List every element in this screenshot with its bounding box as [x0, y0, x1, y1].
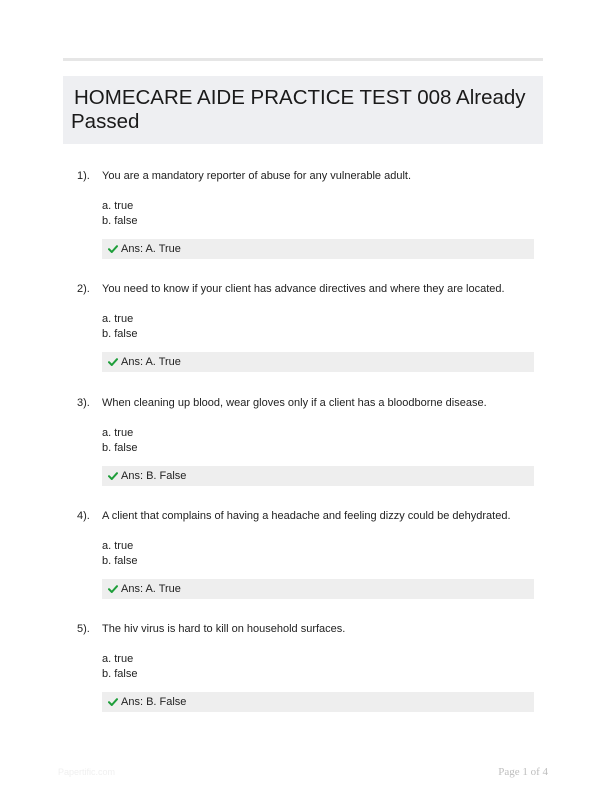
- question-number: 3).: [77, 397, 90, 409]
- top-divider: [63, 58, 543, 61]
- question-number: 2).: [77, 283, 90, 295]
- question-number: 1).: [77, 170, 90, 182]
- answer-bar: [102, 692, 534, 712]
- question-4: [0, 509, 606, 609]
- page-title-line1: HOMECARE AIDE PRACTICE TEST 008 Already: [74, 86, 526, 109]
- option-b: b. false: [102, 668, 138, 680]
- answer-text: Ans: A. True: [121, 583, 181, 595]
- check-icon: [108, 584, 118, 594]
- option-b: b. false: [102, 555, 138, 567]
- answer-bar: [102, 239, 534, 259]
- option-b: b. false: [102, 442, 138, 454]
- question-text: You are a mandatory reporter of abuse for any vulnerable adult.: [102, 170, 412, 182]
- page-title-line2: Passed: [71, 110, 140, 133]
- answer-bar: [102, 352, 534, 372]
- question-text: When cleaning up blood, wear gloves only if a client has a bloodborne disease.: [102, 397, 487, 409]
- page-number: Page 1 of 4: [498, 766, 548, 778]
- answer-text: Ans: A. True: [121, 243, 181, 255]
- question-text: You need to know if your client has advance directives and where they are located.: [102, 283, 505, 295]
- answer-bar: [102, 466, 534, 486]
- question-1: [0, 169, 606, 269]
- option-a: a. true: [102, 653, 134, 665]
- option-b: b. false: [102, 215, 138, 227]
- option-a: a. true: [102, 313, 134, 325]
- question-5: [0, 622, 606, 722]
- question-text: The hiv virus is hard to kill on household surfaces.: [102, 623, 346, 635]
- question-number: 4).: [77, 510, 90, 522]
- option-b: b. false: [102, 328, 138, 340]
- watermark: Papertific.com: [58, 767, 116, 777]
- question-2: [0, 282, 606, 382]
- option-a: a. true: [102, 540, 134, 552]
- check-icon: [108, 697, 118, 707]
- title-box: [63, 76, 543, 144]
- answer-text: Ans: B. False: [121, 470, 187, 482]
- answer-bar: [102, 579, 534, 599]
- question-3: [0, 396, 606, 496]
- option-a: a. true: [102, 200, 134, 212]
- option-a: a. true: [102, 427, 134, 439]
- answer-text: Ans: A. True: [121, 356, 181, 368]
- check-icon: [108, 471, 118, 481]
- check-icon: [108, 244, 118, 254]
- question-text: A client that complains of having a headache and feeling dizzy could be dehydrated.: [102, 510, 511, 522]
- check-icon: [108, 357, 118, 367]
- question-number: 5).: [77, 623, 90, 635]
- page-title: [71, 86, 533, 134]
- answer-text: Ans: B. False: [121, 696, 187, 708]
